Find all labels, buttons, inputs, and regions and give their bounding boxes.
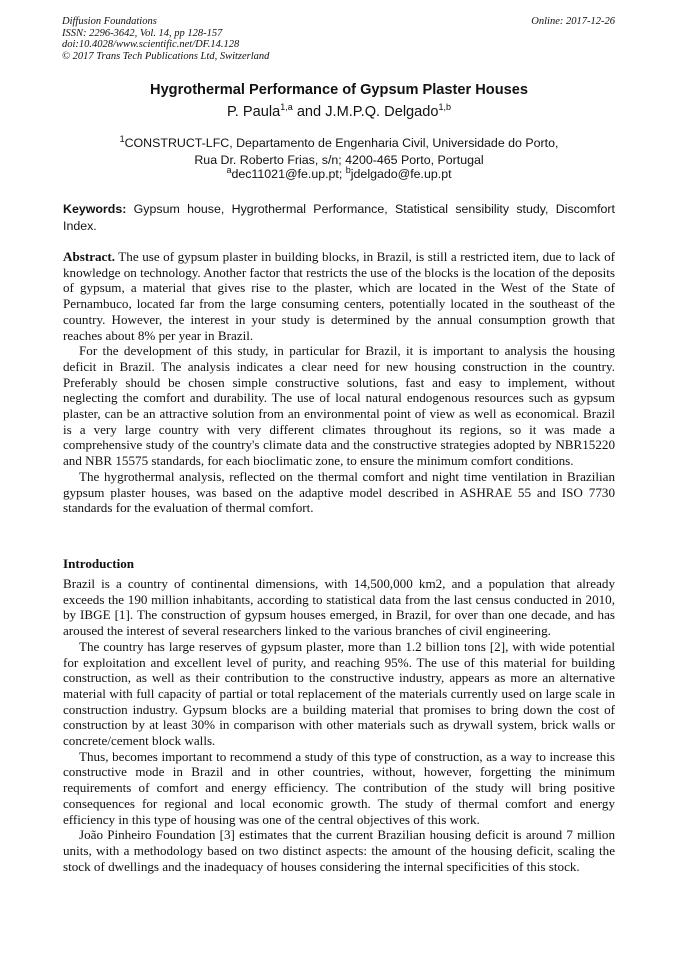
email-superscript: a — [226, 165, 232, 175]
email-address: dec11021@fe.up.pt; — [231, 167, 346, 182]
journal-name: Diffusion Foundations — [62, 16, 157, 27]
paragraph: Brazil is a country of continental dimensions, with 14,500,000 km2, and a population that already exceeds the 190 million inhabitants, according to statistical data from the last census conducted in 2010, by IBGE [1]. The construction of gypsum houses emerged, in Brazil, for over than one decade, and has aroused the interest of several researchers linked to the various branches of civil engineering. — [63, 576, 615, 639]
author-line — [0, 102, 678, 120]
introduction-section — [63, 576, 615, 874]
online-date: Online: 2017-12-26 — [531, 16, 615, 27]
affiliation-line: CONSTRUCT-LFC, Departamento de Engenharia Civil, Universidade do Porto, — [124, 136, 559, 151]
email-superscript: b — [345, 165, 351, 175]
journal-copyright: © 2017 Trans Tech Publications Ltd, Switzerland — [62, 50, 270, 62]
author-emails — [0, 165, 678, 181]
email-address: jdelgado@fe.up.pt — [350, 167, 452, 182]
affiliation-line: Rua Dr. Roberto Frias, s/n; 4200-465 Porto, Portugal — [194, 152, 484, 167]
abstract — [63, 249, 615, 516]
paragraph-text: The use of gypsum plaster in building blocks, in Brazil, is still a restricted item, due to lack of knowledge on technology. Another factor that restricts the use of the blocks is the location of the deposits of gypsum, a material that gives rise to the plaster, which are located in the West of the State of Pernambuco, located far from the large consuming centers, potentially located in the southeast of the country. However, the interest in your study is determined by the annual consumption growth that reaches about 8% per year in Brazil. — [63, 249, 615, 343]
paragraph: The country has large reserves of gypsum plaster, more than 1.2 billion tons [2], with wide potential for exploitation and excellent level of purity, and reaching 95%. The use of this material for building construction, as well as their contribution to the constructive industry, appears as more an alternative material with full capacity of partial or total replacement of the materials currently used on large scale in construction industry. Gypsum blocks are a building material that promises to bring down the cost of construction by at least 30% in comparison with other materials such as drywall system, brick walls or concrete/cement block walls. — [63, 638, 615, 749]
affiliation — [0, 131, 678, 168]
paragraph — [63, 249, 615, 343]
author-superscript: 1,b — [438, 102, 452, 112]
section-heading: Introduction — [63, 556, 135, 571]
keywords-text: Gypsum house, Hygrothermal Performance, Statistical sensibility study, Discomfort Index. — [63, 202, 615, 233]
author-superscript: 1,a — [280, 102, 293, 112]
journal-issn: ISSN: 2296-3642, Vol. 14, pp 128-157 — [62, 27, 223, 39]
paper-title: Hygrothermal Performance of Gypsum Plaster Houses — [150, 82, 528, 98]
affiliation-superscript: 1 — [119, 134, 125, 144]
author-name: P. Paula — [226, 103, 281, 120]
paragraph: For the development of this study, in particular for Brazil, it is important to analysis the housing deficit in Brazil. The analysis indicates a clear need for new housing construction in the country. Preferably should be chosen simple constructive solutions, fast and easy to implement, without neglecting the comfort and durability. The use of local natural endogenous resources such as gypsum plaster, can be an attractive solution from an environmental point of view as well as economical. Brazil is a very large country with very different climates throughout its regions, so it was made a comprehensive study of the country's climate data and the constructive strategies adopted by NBR15220 and NBR 15575 standards, for each bioclimatic zone, to ensure the minimum comfort conditions. — [63, 343, 615, 469]
paragraph: Thus, becomes important to recommend a study of this type of construction, as a way to increase this constructive mode in Brazil and in other countries, without, however, forgetting the minimum requirements of comfort and energy efficiency. The contribution of the study will bring positive consequences for regional and local economic growth. The study of thermal comfort and energy efficiency in this type of housing was one of the central objectives of this work. — [63, 748, 615, 827]
journal-doi: doi:10.4028/www.scientific.net/DF.14.128 — [62, 39, 240, 51]
journal-info — [62, 16, 269, 62]
paragraph: The hygrothermal analysis, reflected on the thermal comfort and night time ventilation in Brazilian gypsum plaster houses, was based on the adaptive model described in ASHRAE 55 and ISO 7730 standards for the evaluation of thermal comfort. — [63, 468, 615, 516]
keywords-label: Keywords: — [63, 202, 127, 216]
keywords — [63, 201, 615, 234]
abstract-label: Abstract. — [63, 249, 115, 264]
author-name: J.M.P.Q. Delgado — [325, 103, 439, 120]
author-conjunction: and — [292, 103, 326, 120]
paragraph: João Pinheiro Foundation [3] estimates that the current Brazilian housing deficit is around 7 million units, with a methodology based on two distinct aspects: the amount of the housing deficit, scaling the stock of dwellings and the inadequacy of houses considering the internal specificities of this stock. — [63, 827, 615, 874]
